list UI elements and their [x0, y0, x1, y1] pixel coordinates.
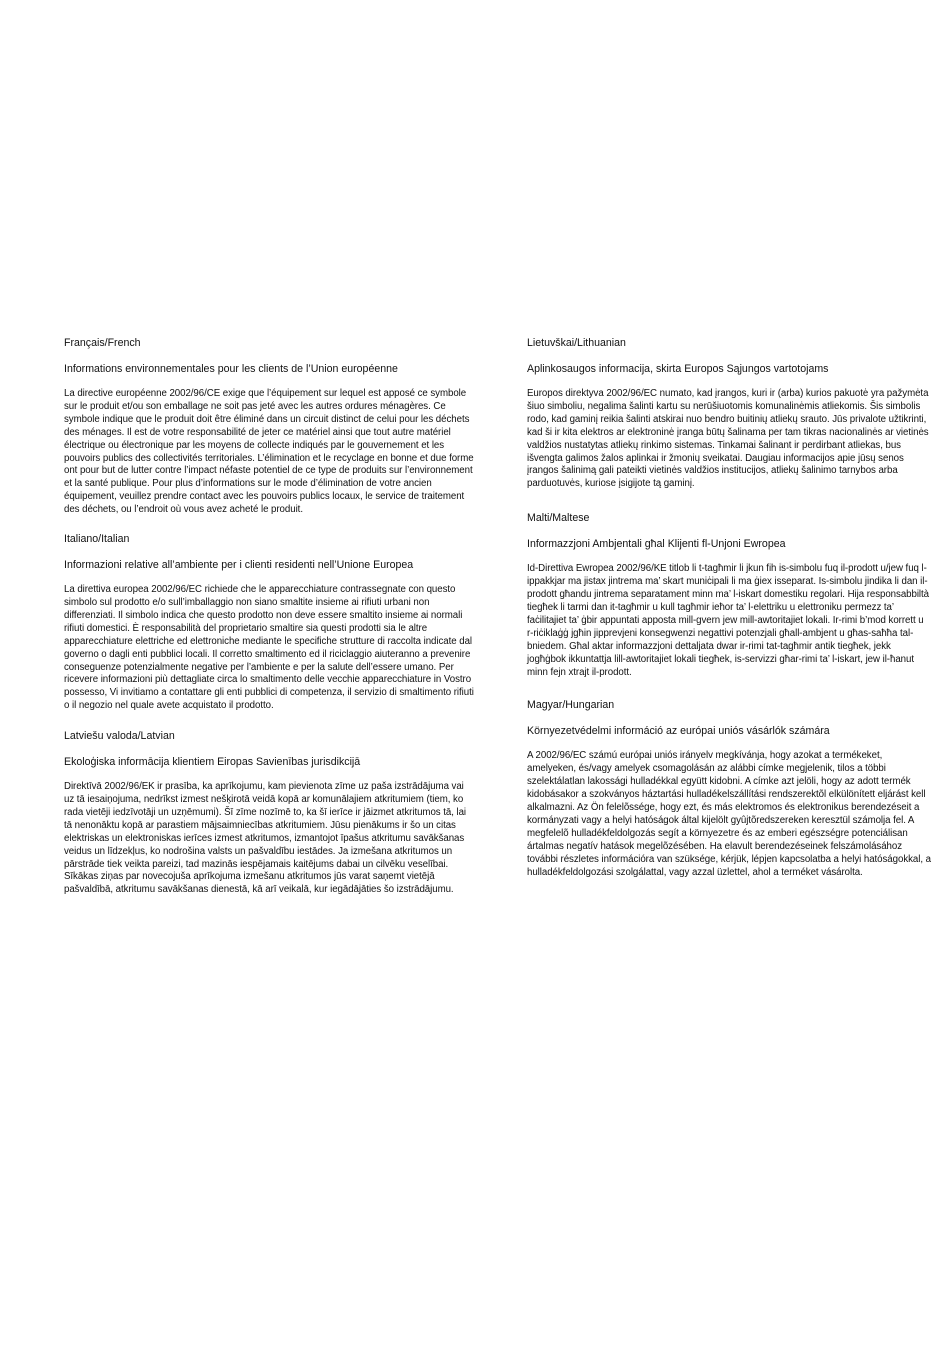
language-label: Malti/Maltese [527, 512, 590, 525]
section-french [64, 336, 474, 517]
section-body: Direktīvā 2002/96/EK ir prasība, ka aprīkojumu, kam pievienota zīme uz paša izstrādājuma vai uz tā iesaiņojuma, nedrīkst izmest nešķirotā veidā kopā ar komunālajiem atkritumiem (tiem, ko rada vietēji iedzīvotāji un uzņēmumi). Šī zīme nozīmē to, ka šī ierīce ir jāizmet atkritumos tā, lai tā nenonāktu kopā ar parastiem mājsaimniecības atkritumiem. Jūsu pienākums ir šo un citas elektriskas un elektroniskas ierīces izmest atkritumos, izmantojot īpašus atkritumu savākšanas veidus un līdzekļus, ko nodrošina valsts un pašvaldību iestādes. Ja izmešana atkritumos un pārstrāde tiek veikta pareizi, tad mazinās iespējamais kaitējums dabai un cilvēku veselībai. Sīkākas ziņas par novecojuša aprīkojuma izmešanu atkritumos jūs varat saņemt vietējā pašvaldībā, atkritumu savākšanas dienestā, kā arī veikalā, kur iegādājāties šo izstrādājumu. [64, 781, 467, 896]
language-label: Lietuvškai/Lithuanian [527, 337, 626, 349]
section-body: La directive européenne 2002/96/CE exige que l’équipement sur lequel est apposé ce symbole sur le produit et/ou son emballage ne soit pas jeté avec les autres ordures ménagères. Ce symbole indique que le produit doit être éliminé dans un circuit distinct de celui pour les déchets des ménages. Il est de votre responsabilité de jeter ce matériel ainsi que tout autre matériel électrique ou électronique par les moyens de collecte indiqués par le gouvernement et les pouvoirs publics des collectivités territoriales. L’élimination et le recyclage en bonne et due forme ont pour but de lutter contre l’impact néfaste potentiel de ce type de produits sur l’environnement et la santé publique. Pour plus d’informations sur le mode d’élimination de votre ancien équipement, veuillez prendre contact avec les pouvoirs publics locaux, le service de traitement des déchets, ou l’endroit où vous avez acheté le produit. [64, 388, 474, 516]
section-heading: Aplinkosaugos informacija, skirta Europos Sąjungos vartotojams [527, 363, 829, 375]
language-label: Latviešu valoda/Latvian [64, 730, 175, 743]
section-heading: Ekoloģiska informācija klientiem Eiropas Savienības jurisdikcijā [64, 756, 361, 769]
section-maltese [527, 511, 932, 679]
section-body: A 2002/96/EC számú európai uniós irányelv megkívánja, hogy azokat a termékeket, amelyeken, és/vagy amelyek csomagolásán az alábbi címke megjelenik, tilos a többi szelektálatlan lakossági hulladékkal együtt kidobni. A címke azt jelöli, hogy az adott termék kidobásakor a szokványos háztartási hulladékelszállítási rendszerektõl elkülönített eljárást kell alkalmazni. Az Ön felelõssége, hogy ezt, és más elektromos és elektronikus berendezéseit a kormányzati vagy a helyi hatóságok által kijelölt gyûjtõredszereken keresztül számolja fel. A megfelelõ hulladékfeldolgozás segít a környezetre és az emberi egészségre potenciálisan ártalmas negatív hatások megelõzésében. Ha elavult berendezéseinek felszámolásához további részletes információra van szüksége, kérjük, lépjen kapcsolatba a helyi hatóságokkal, a hulladékfeldolgozási szolgálattal, vagy azzal üzlettel, ahol a terméket vásárolta. [527, 750, 931, 878]
section-hungarian [527, 698, 932, 879]
left-column [64, 336, 474, 897]
section-heading: Informations environnementales pour les clients de l’Union européenne [64, 363, 398, 375]
section-heading: Informazzjoni Ambjentali għal Klijenti fl-Unjoni Ewropea [527, 538, 786, 551]
section-latvian [64, 729, 474, 897]
section-body: La direttiva europea 2002/96/EC richiede che le apparecchiature contrassegnate con questo simbolo sul prodotto e/o sull’imballaggio non siano smaltite insieme ai rifiuti urbani non differenziati. Il simbolo indica che questo prodotto non deve essere smaltito insieme ai normali rifiuti domestici. È responsabilità del proprietario smaltire sia questi prodotti sia le altre apparecchiature elettriche ed elettroniche mediante le specifiche strutture di raccolta indicate dal governo o dagli enti pubblici locali. Il corretto smaltimento ed il riciclaggio aiuteranno a prevenire conseguenze potenzialmente negative per l’ambiente e per la salute dell’essere umano. Per ricevere informazioni più dettagliate circa lo smaltimento delle vecchie apparecchiature in Vostro possesso, Vi invitiamo a contattare gli enti pubblici di competenza, il servizio di smaltimento rifiuti o il negozio nel quale avete acquistato il prodotto. [64, 584, 474, 712]
language-label: Magyar/Hungarian [527, 699, 615, 712]
language-label: Italiano/Italian [64, 533, 130, 546]
section-body: Id-Direttiva Ewropea 2002/96/KE titlob li t-tagħmir li jkun fih is-simbolu fuq il-prodott u/jew fuq l-ippakkjar ma jistax jintrema ma’ skart muniċipali li ma ġiex isseparat. Is-simbolu jindika li dan il-prodott għandu jintrema separatament minn ma’ l-iskart domestiku regolari. Hija responsabbiltà tiegħek li tarmi dan it-tagħmir u kull tagħmir ieħor ta’ l-elettriku u elettroniku permezz ta’ faċilitajiet ta’ ġbir appuntati apposta mill-gvern jew mill-awtoritajiet lokali. Ir-rimi b’mod korrett u r-riċiklaġġ jgħin jipprevjeni konsegwenzi negattivi potenzjali għall-ambjent u għas-saħħa tal-bniedem. Għal aktar informazzjoni dettaljata dwar ir-rimi tat-tagħmir antik tiegħek, jekk jogħġbok ikkuntattja lill-awtoritajiet lokali tiegħek, is-servizzi għar-rimi ta’ l-iskart, jew il-ħanut minn fejn xtrajt il-prodott. [527, 563, 930, 678]
right-column [527, 336, 932, 879]
section-italian [64, 532, 474, 713]
language-label: Français/French [64, 337, 141, 349]
section-body: Europos direktyva 2002/96/EC numato, kad įrangos, kuri ir (arba) kurios pakuotė yra pažymėta šiuo simboliu, negalima šalinti kartu su nerūšiuotomis komunalinėmis atliekomis. Šis simbolis rodo, kad gaminį reikia šalinti atskirai nuo bendro buitinių atliekų srauto. Jūs privalote užtikrinti, kad ši ir kita elektros ar elektroninė įranga būtų šalinama per tam tikras nacionalinės ar vietinės valdžios nustatytas atliekų rinkimo sistemas. Tinkamai šalinant ir perdirbant atliekas, bus išvengta galimos žalos aplinkai ir žmonių sveikatai. Daugiau informacijos apie jūsų senos įrangos šalinimą gali pateikti vietinės valdžios institucijos, atliekų šalinimo tarnybos arba parduotuvės, kuriose įsigijote tą gaminį. [527, 388, 929, 490]
section-heading: Környezetvédelmi információ az európai uniós vásárlók számára [527, 725, 830, 738]
section-heading: Informazioni relative all’ambiente per i clienti residenti nell’Unione Europea [64, 559, 414, 572]
section-lithuanian [527, 336, 932, 491]
